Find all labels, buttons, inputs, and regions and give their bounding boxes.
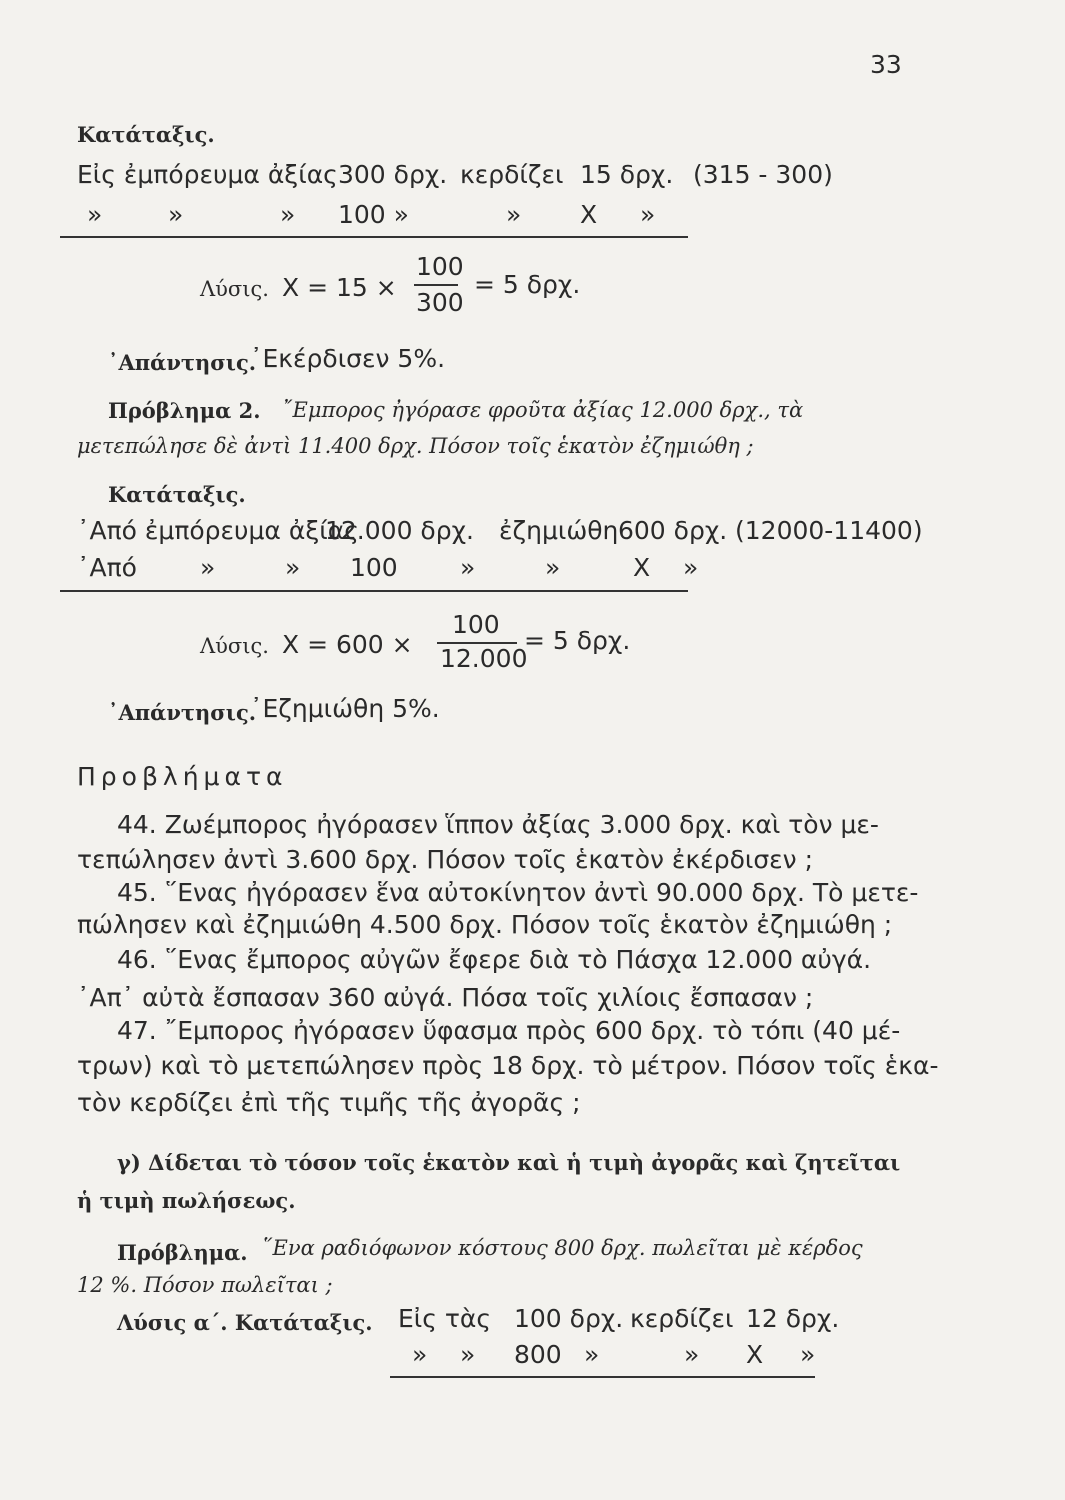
p2-solution-rhs: = 5 δρχ.	[524, 626, 631, 655]
ex1-unknown-x: X	[580, 200, 598, 229]
p3-ditto-2: »	[460, 1340, 476, 1369]
p3-ditto-4: »	[684, 1340, 700, 1369]
ex1-row1-note: (315 - 300)	[693, 160, 833, 189]
problem3-line2: 12 %. Πόσον πωλεῖται ;	[77, 1273, 333, 1297]
p2-answer-label: ᾿Απάντησις.	[108, 700, 257, 725]
ex1-fraction-numerator: 100	[416, 252, 464, 281]
p2-fraction-denominator: 12.000	[440, 644, 528, 673]
p2-row1-note: (12000-11400)	[735, 516, 923, 545]
problem3-line1: ῞Ενα ραδιόφωνον κόστους 800 δρχ. πωλεῖται μὲ κέρδος	[262, 1236, 863, 1260]
p3-row1-amount: 12 δρχ.	[746, 1304, 840, 1333]
problem2-label: Πρόβλημα 2.	[108, 398, 261, 423]
section-c-line2: ἡ τιμὴ πωλήσεως.	[77, 1188, 296, 1213]
problems-heading: Προβλήματα	[77, 762, 288, 791]
ex1-divider	[60, 236, 688, 238]
problem-47-line3: τὸν κερδίζει ἐπὶ τῆς τιμῆς τῆς ἀγορᾶς ;	[77, 1088, 581, 1117]
ex1-fraction-denominator: 300	[416, 288, 464, 317]
ex1-row1-label: Εἰς ἐμπόρευμα ἀξίας	[77, 160, 338, 189]
p2-row1-amount: 600 δρχ.	[618, 516, 728, 545]
p3-unknown-x: X	[746, 1340, 764, 1369]
p3-ditto-5: »	[800, 1340, 816, 1369]
ex1-row2-value: 100 »	[338, 200, 409, 229]
problem-44-line1: 44. Ζωέμπορος ἠγόρασεν ἵππον ἀξίας 3.000 δρχ. καὶ τὸν με-	[117, 810, 879, 839]
ex1-ditto-2: »	[168, 200, 184, 229]
ex1-solution-label: Λύσις.	[200, 277, 269, 301]
p2-row1-value: 12.000 δρχ.	[325, 516, 474, 545]
p2-unknown-x: X	[633, 553, 651, 582]
p2-ditto-2: »	[285, 553, 301, 582]
p2-row2-label: ᾿Από	[77, 553, 137, 582]
p2-solution-label: Λύσις.	[200, 634, 269, 658]
p3-ditto-1: »	[412, 1340, 428, 1369]
ex1-ditto-4: »	[506, 200, 522, 229]
p2-ditto-4: »	[545, 553, 561, 582]
p2-row2-value: 100	[350, 553, 398, 582]
p3-row1-verb: κερδίζει	[630, 1304, 734, 1333]
page-number: 33	[870, 50, 902, 79]
problem-46-line1: 46. ῞Ενας ἔμπορος αὐγῶν ἔφερε διὰ τὸ Πάσχα 12.000 αὐγά.	[117, 945, 872, 974]
ex1-answer-label: ᾿Απάντησις.	[108, 350, 257, 375]
p3-ditto-3: »	[584, 1340, 600, 1369]
p2-solution-lhs: X = 600 ×	[282, 630, 413, 659]
p3-row2-value: 800	[514, 1340, 562, 1369]
problem-47-line2: τρων) καὶ τὸ μετεπώλησεν πρὸς 18 δρχ. τὸ μέτρον. Πόσον τοῖς ἑκα-	[77, 1051, 939, 1080]
p3-row1-label: Εἰς τὰς	[398, 1304, 492, 1333]
problem3-label: Πρόβλημα.	[117, 1240, 248, 1265]
p2-ditto-1: »	[200, 553, 216, 582]
ex1-ditto-1: »	[87, 200, 103, 229]
ex1-ditto-5: »	[640, 200, 656, 229]
ex1-fraction-bar	[414, 284, 458, 286]
p2-answer-text: ᾿Εζημιώθη 5%.	[250, 694, 440, 723]
p3-solution-label: Λύσις α΄. Κατάταξις.	[117, 1310, 373, 1335]
ex1-row1-verb: κερδίζει	[460, 160, 564, 189]
problem-46-line2: ᾿Απ᾿ αὐτὰ ἔσπασαν 360 αὐγά. Πόσα τοῖς χιλίοις ἔσπασαν ;	[77, 983, 814, 1012]
p2-row1-label: ᾿Από ἐμπόρευμα ἀξίας	[77, 516, 359, 545]
ex1-solution-rhs: = 5 δρχ.	[474, 270, 581, 299]
problem2-line1: ῎Εμπορος ἠγόρασε φροῦτα ἀξίας 12.000 δρχ., τὰ	[282, 398, 804, 422]
problem-45-line1: 45. ῞Ενας ἠγόρασεν ἕνα αὐτοκίνητον ἀντὶ 90.000 δρχ. Τὸ μετε-	[117, 878, 919, 907]
problem2-classification-heading: Κατάταξις.	[108, 482, 246, 507]
problem-47-line1: 47. ῎Εμπορος ἠγόρασεν ὕφασμα πρὸς 600 δρχ. τὸ τόπι (40 μέ-	[117, 1016, 901, 1045]
ex1-row1-amount: 15 δρχ.	[580, 160, 674, 189]
ex1-row1-value: 300 δρχ.	[338, 160, 448, 189]
section-c-line1: γ) Δίδεται τὸ τόσον τοῖς ἑκατὸν καὶ ἡ τιμὴ ἀγορᾶς καὶ ζητεῖται	[117, 1150, 901, 1175]
p2-ditto-5: »	[683, 553, 699, 582]
problem-44-line2: τεπώλησεν ἀντὶ 3.600 δρχ. Πόσον τοῖς ἑκατὸν ἐκέρδισεν ;	[77, 845, 814, 874]
p2-fraction-numerator: 100	[452, 610, 500, 639]
ex1-ditto-3: »	[280, 200, 296, 229]
ex1-answer-text: ᾿Εκέρδισεν 5%.	[250, 344, 446, 373]
classification-heading: Κατάταξις.	[77, 122, 215, 147]
problem2-line2: μετεπώλησε δὲ ἀντὶ 11.400 δρχ. Πόσον τοῖς ἑκατὸν ἐζημιώθη ;	[77, 434, 754, 458]
p2-divider	[60, 590, 688, 592]
p2-row1-verb: ἐζημιώθη	[499, 516, 619, 545]
ex1-solution-lhs: X = 15 ×	[282, 273, 397, 302]
p2-ditto-3: »	[460, 553, 476, 582]
p3-divider	[390, 1376, 815, 1378]
p3-row1-value: 100 δρχ.	[514, 1304, 624, 1333]
problem-45-line2: πώλησεν καὶ ἐζημιώθη 4.500 δρχ. Πόσον τοῖς ἑκατὸν ἐζημιώθη ;	[77, 910, 893, 939]
